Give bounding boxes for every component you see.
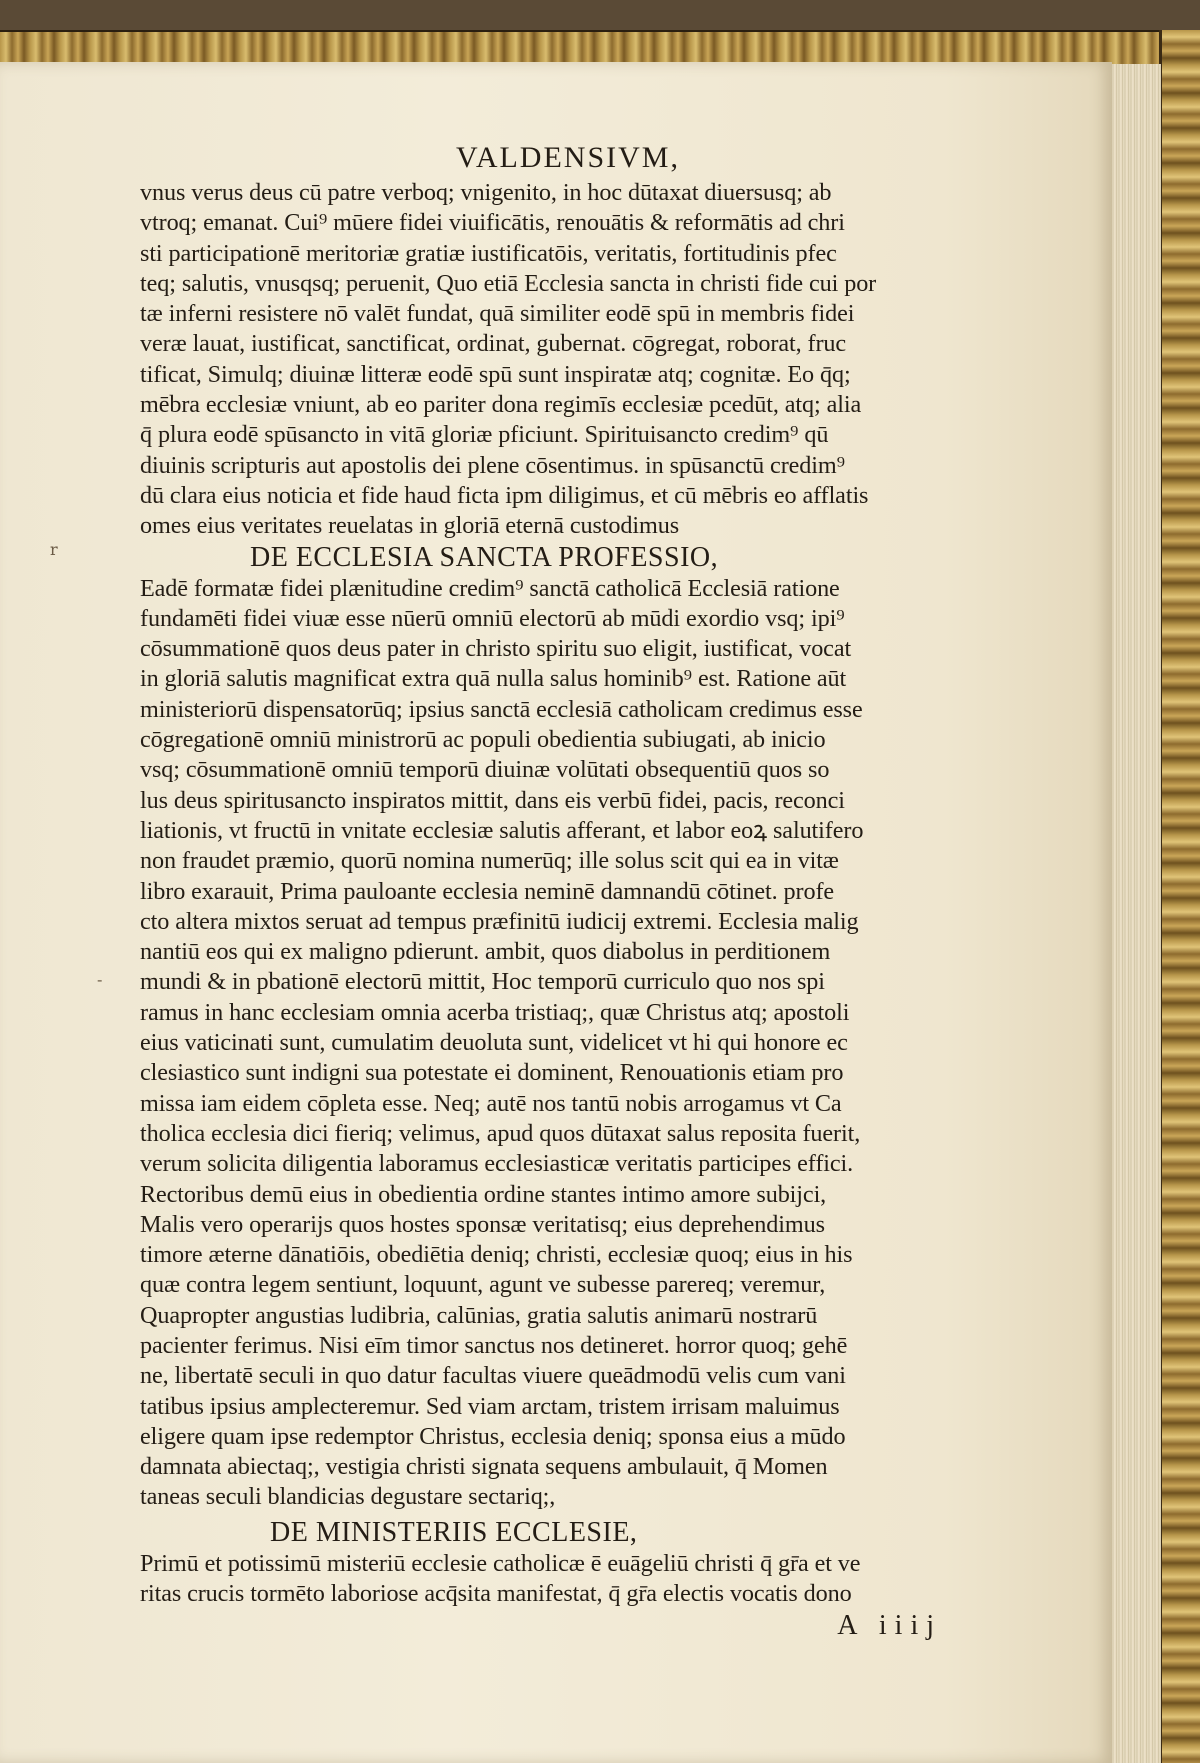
text-line: damnata abiectaq;, vestigia christi signata sequens ambulauit, q̄ Momen [140, 1453, 828, 1481]
text-line: mundi & in pbationē electorū mittit, Hoc temporū curriculo quo nos spi [140, 968, 825, 996]
paragraph-3 [140, 1549, 960, 1610]
text-line: lus deus spiritusancto inspiratos mittit, dans eis verbū fidei, pacis, reconci [140, 786, 845, 814]
text-line: vsq; cōsummationē omniū temporū diuinæ volūtati obsequentiū quos so [140, 756, 830, 784]
page-edges [1110, 64, 1161, 1763]
text-line: non fraudet præmio, quorū nomina numerūq; ille solus scit qui ea in vitæ [140, 847, 839, 875]
text-line: cōsummationē quos deus pater in christo spiritu suo eligit, iustificat, vocat [140, 635, 852, 663]
signature-mark: A iiij [837, 1610, 942, 1642]
paragraph-2 [140, 574, 960, 1513]
text-line: vnus verus deus cū patre verboq; vnigenito, in hoc dūtaxat diuersusq; ab [140, 179, 832, 206]
text-line: veræ lauat, iustificat, sanctificat, ordinat, gubernat. cōgregat, roborat, fruc [140, 330, 847, 358]
text-line: cōgregationē omniū ministrorū ac populi obedientia subiugati, ab inicio [140, 726, 826, 754]
text-line: ministeriorū dispensatorūq; ipsius sanctā ecclesiā catholicam credimus esse [140, 695, 863, 723]
section-heading: DE MINISTERIIS ECCLESIE, [270, 1516, 638, 1548]
right-ornamental-border [1159, 30, 1200, 1763]
margin-mark: r [50, 540, 58, 559]
text-line: libro exarauit, Prima pauloante ecclesia neminē damnandū cōtinet. profe [140, 877, 835, 905]
section-heading: DE ECCLESIA SANCTA PROFESSIO, [250, 541, 719, 573]
text-line: tatibus ipsius amplecteremur. Sed viam arctam, tristem irrisam maluimus [140, 1392, 840, 1420]
text-line: vtroq; emanat. Cui⁹ mūere fidei viuificātis, renouātis & reformātis ad chri [140, 209, 845, 237]
text-line: Eadē formatæ fidei plænitudine credim⁹ sanctā catholicā Ecclesiā ratione [140, 574, 840, 602]
text-line: ritas crucis tormēto laboriose acq̄sita manifestat, q̄ gr̄a electis vocatis dono [140, 1580, 852, 1608]
text-line: liationis, vt fructū in vnitate ecclesiæ salutis afferant, et labor eoꝝ salutifero [140, 816, 864, 844]
text-line: clesiastico sunt indigni sua potestate ei dominent, Renouationis etiam pro [140, 1059, 844, 1087]
text-block [140, 140, 960, 1643]
text-line: nantiū eos qui ex maligno pdierunt. ambit, quos diabolus in perditionem [140, 938, 831, 966]
text-line: verum solicita diligentia laboramus ecclesiasticæ veritatis participes effici. [140, 1150, 854, 1178]
text-line: timore æterne dānatiōis, obediētia deniq; christi, ecclesiæ quoq; eius in his [140, 1241, 853, 1269]
text-line: Rectoribus demū eius in obedientia ordine stantes intimo amore subijci, [140, 1180, 827, 1208]
text-line: in gloriā salutis magnificat extra quā nulla salus hominib⁹ est. Ratione aūt [140, 665, 847, 693]
text-line: diuinis scripturis aut apostolis dei plene cōsentimus. in spūsanctū credim⁹ [140, 451, 845, 479]
text-line: teq; salutis, vnusqsq; peruenit, Quo etiā Ecclesia sancta in christi fide cui por [140, 269, 877, 297]
text-line: tificat, Simulq; diuinæ litteræ eodē spū sunt inspiratæ atq; cognitæ. Eo q̄q; [140, 360, 851, 388]
text-line: Primū et potissimū misteriū ecclesie catholicæ ē euāgeliū christi q̄ gr̄a et ve [140, 1549, 861, 1577]
text-line: q̄ plura eodē spūsancto in vitā gloriæ pficiunt. Spirituisancto credim⁹ qū [140, 421, 829, 449]
text-line: pacienter ferimus. Nisi eīm timor sanctus nos detineret. horror quoq; gehē [140, 1331, 848, 1359]
book-page [0, 62, 1112, 1763]
text-line: ramus in hanc ecclesiam omnia acerba tristiaq;, quæ Christus atq; apostoli [140, 998, 850, 1026]
running-head: VALDENSIVM, [456, 141, 680, 174]
text-line: ne, libertatē seculi in quo datur facultas viuere queādmodū velis cum vani [140, 1362, 846, 1390]
text-line: fundamēti fidei viuæ esse nūerū omniū electorū ab mūdi exordio vsq; ipi⁹ [140, 604, 845, 632]
text-line: tæ inferni resistere nō valēt fundat, quā similiter eodē spū in membris fidei [140, 300, 855, 328]
text-line: cto altera mixtos seruat ad tempus præfinitū iudicij extremi. Ecclesia malig [140, 907, 859, 935]
text-line: sti participationē meritoriæ gratiæ iustificatōis, veritatis, fortitudinis pfec [140, 239, 837, 267]
margin-mark: - [97, 970, 103, 989]
text-line: dū clara eius noticia et fide haud ficta ipm diligimus, et cū mēbris eo afflatis [140, 481, 869, 509]
paragraph-1 [140, 178, 960, 542]
text-line: tholica ecclesia dici fieriq; velimus, apud quos dūtaxat salus reposita fuerit, [140, 1119, 861, 1147]
text-line: taneas seculi blandicias degustare sectariq;, [140, 1483, 556, 1511]
text-line: mēbra ecclesiæ vniunt, ab eo pariter dona regimīs ecclesiæ pcedūt, atq; alia [140, 391, 862, 419]
text-line: quæ contra legem sentiunt, loquunt, agunt ve subesse parereq; veremur, [140, 1271, 826, 1299]
text-line: eius vaticinati sunt, cumulatim deuoluta sunt, videlicet vt hi qui honore ec [140, 1029, 848, 1057]
text-line: missa iam eidem cōpleta esse. Neq; autē nos tantū nobis arrogamus vt Ca [140, 1089, 842, 1117]
text-line: eligere quam ipse redemptor Christus, ecclesia deniq; sponsa eius a mūdo [140, 1422, 846, 1450]
text-line: Quapropter angustias ludibria, calūnias, gratia salutis animarū nostrarū [140, 1301, 818, 1329]
text-line: Malis vero operarijs quos hostes sponsæ veritatisq; eius deprehendimus [140, 1210, 825, 1238]
text-line: omes eius veritates reuelatas in gloriā eternā custodimus [140, 512, 680, 540]
